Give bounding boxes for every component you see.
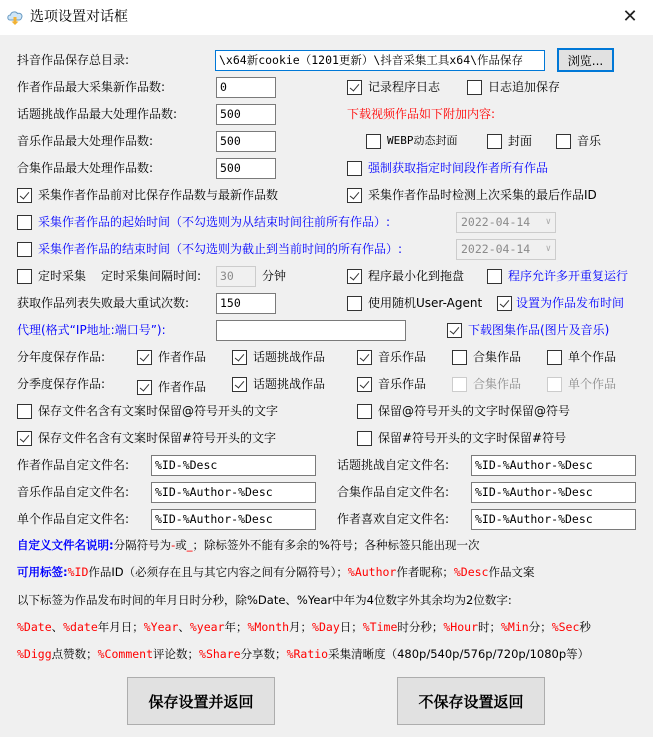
checkbox-label: 下载图集作品(图片及音乐) (468, 323, 610, 337)
help-line-time-tags (17, 619, 591, 635)
by-quarter-label: 分季度保存作品: (17, 377, 106, 391)
limit-label-music: 音乐作品最大处理作品数: (17, 134, 154, 148)
help-underscore: _ (186, 538, 193, 552)
checkbox-icon (452, 350, 467, 365)
minimize-tray-checkbox[interactable] (347, 268, 464, 284)
filename-label-music: 音乐作品自定文件名: (17, 485, 130, 499)
return-without-save-button[interactable] (397, 677, 545, 725)
button-label: 保存设置并返回 (148, 692, 254, 711)
date-value: 2022-04-14 (461, 215, 531, 229)
filename-input-single[interactable] (151, 509, 316, 530)
checkbox-icon (452, 377, 467, 392)
force-time-range-checkbox[interactable] (347, 160, 548, 176)
checkbox-icon (347, 188, 362, 203)
checkbox-icon (547, 377, 562, 392)
download-gallery-checkbox[interactable] (447, 322, 609, 338)
checkbox-label: 单个作品 (568, 377, 617, 391)
by-quarter-challenge-checkbox[interactable] (232, 376, 325, 392)
tag: %Month (247, 620, 290, 634)
checkbox-label: 采集作者作品时检测上次采集的最后作品ID (368, 188, 597, 202)
record-log-checkbox[interactable] (347, 79, 440, 95)
checkbox-label: 采集作者作品的结束时间（不勾选则为截止到当前时间的所有作品）: (38, 242, 403, 256)
by-quarter-single-checkbox (547, 376, 616, 392)
tag-desc: 年； (224, 620, 248, 634)
tag: %Digg (17, 647, 52, 661)
filename-value: %ID-%Author-%Desc (475, 485, 593, 499)
checkbox-label: 封面 (508, 134, 533, 148)
timer-interval-label: 定时采集间隔时间: (101, 269, 202, 283)
checkbox-icon (137, 350, 152, 365)
limit-value: 500 (220, 161, 241, 175)
checkbox-icon (487, 269, 502, 284)
tag-desc: 作品文案 (488, 565, 535, 579)
by-year-challenge-checkbox[interactable] (232, 349, 325, 365)
checkbox-label: 作者作品 (158, 350, 207, 364)
checkbox-label: 保存文件名含有文案时保留#符号开头的文字 (38, 431, 277, 445)
tag-desc: 秒 (579, 620, 591, 634)
check-last-id-checkbox[interactable] (347, 187, 597, 203)
help-line-time-intro: 以下标签为作品发布时间的年月日时分秒，除%Date、%Year中年为4位数字外其余均为2位数字: (17, 593, 512, 607)
checkbox-label: 话题挑战作品 (253, 377, 326, 391)
compare-count-checkbox[interactable] (17, 187, 278, 203)
by-year-label: 分年度保存作品: (17, 350, 106, 364)
checkbox-icon (347, 80, 362, 95)
keep-hash-symbol-checkbox[interactable] (357, 430, 566, 446)
tag: %Comment (97, 647, 154, 661)
checkbox-icon (556, 134, 571, 149)
save-dir-label: 抖音作品保存总目录: (17, 53, 130, 67)
by-year-mix-checkbox[interactable] (452, 349, 521, 365)
filename-input-author[interactable] (151, 455, 316, 476)
checkbox-label: 音乐作品 (378, 350, 427, 364)
help-dash: - (171, 538, 176, 552)
filename-value: %ID-%Author-%Desc (475, 512, 593, 526)
checkbox-icon (232, 377, 247, 392)
tag-desc: 分享数； (240, 647, 287, 661)
checkbox-label: 合集作品 (473, 377, 522, 391)
checkbox-icon (17, 269, 32, 284)
by-quarter-music-checkbox[interactable] (357, 376, 426, 392)
tag-desc: 时分秒； (397, 620, 444, 634)
filename-value: %ID-%Author-%Desc (155, 485, 273, 499)
tag: %Hour (443, 620, 478, 634)
filename-value: %ID-%Author-%Desc (155, 512, 273, 526)
tag: %Min (501, 620, 529, 634)
checkbox-icon (357, 404, 372, 419)
chevron-down-icon: ∨ (545, 217, 551, 227)
checkbox-icon (17, 431, 32, 446)
checkbox-label: 日志追加保存 (488, 80, 561, 94)
tag-desc: 作品ID（必须存在且与其它内容之间有分隔符号）； (88, 565, 348, 579)
checkbox-label: 话题挑战作品 (253, 350, 326, 364)
tag-desc: 采集清晰度（480p/540p/576p/720p/1080p等） (328, 647, 590, 661)
save-dir-value: \x64新cookie（1201更新）\抖音采集工具x64\作品保存 (219, 53, 524, 67)
limit-input-challenge[interactable] (216, 104, 276, 125)
filename-label-likes: 作者喜欢自定文件名: (337, 512, 450, 526)
tag-desc: 评论数； (153, 647, 200, 661)
filename-value: %ID-%Author-%Desc (475, 458, 593, 472)
timer-checkbox[interactable] (17, 268, 86, 284)
limit-input-author[interactable] (216, 77, 276, 98)
window-title: 选项设置对话框 (30, 9, 128, 25)
by-quarter-author-checkbox[interactable] (137, 379, 206, 395)
limit-input-music[interactable] (216, 131, 276, 152)
tag-desc: 、 (51, 620, 64, 634)
checkbox-label: 使用随机User-Agent (368, 296, 483, 310)
checkbox-icon (357, 377, 372, 392)
tag-desc: 日； (339, 620, 363, 634)
limit-value: 0 (220, 80, 227, 94)
date-value: 2022-04-14 (461, 242, 531, 256)
browse-button[interactable] (557, 48, 614, 72)
help-title: 自定义文件名说明: (17, 538, 114, 552)
tag: %year (189, 620, 225, 634)
tag: %Sec (551, 620, 580, 634)
checkbox-label: 程序最小化到拖盘 (368, 269, 465, 283)
proxy-input[interactable] (216, 320, 406, 341)
checkbox-label: 保留#符号开头的文字时保留#符号 (378, 431, 567, 445)
checkbox-label: 采集作者作品的起始时间（不勾选则为从结束时间往前所有作品）: (38, 215, 391, 229)
help-line-stat-tags (17, 646, 589, 662)
filename-label-author: 作者作品自定文件名: (17, 458, 130, 472)
keep-at-text-checkbox[interactable] (17, 403, 278, 419)
cover-checkbox[interactable] (487, 133, 532, 149)
end-time-checkbox[interactable] (17, 241, 402, 257)
checkbox-icon (17, 215, 32, 230)
checkbox-label: 单个作品 (568, 350, 617, 364)
tag: %Desc (453, 565, 489, 579)
save-and-return-button[interactable] (127, 677, 275, 725)
retry-value: 150 (220, 296, 241, 310)
checkbox-icon (17, 188, 32, 203)
cloud-download-icon (6, 8, 24, 26)
help-text: ；除标签外不能有多余的%符号；各种标签只能出现一次 (192, 538, 480, 552)
title-bar (0, 0, 653, 35)
filename-input-likes[interactable] (471, 509, 636, 530)
retry-label: 获取作品列表失败最大重试次数: (17, 296, 190, 310)
limit-label-mix: 合集作品最大处理作品数: (17, 161, 154, 175)
save-dir-input[interactable] (215, 50, 545, 71)
tag: %Time (362, 620, 398, 634)
filename-input-music[interactable] (151, 482, 316, 503)
checkbox-label: 保留@符号开头的文字时保留@符号 (378, 404, 571, 418)
by-year-author-checkbox[interactable] (137, 349, 206, 365)
limit-label-author: 作者作品最大采集新作品数: (17, 80, 166, 94)
by-quarter-mix-checkbox (452, 376, 521, 392)
proxy-label: 代理(格式“IP地址:端口号”): (17, 323, 166, 337)
keep-at-symbol-checkbox[interactable] (357, 403, 570, 419)
checkbox-icon (17, 404, 32, 419)
tag-desc: 分； (528, 620, 552, 634)
checkbox-icon (232, 350, 247, 365)
retry-input[interactable] (216, 293, 276, 314)
start-time-checkbox[interactable] (17, 214, 390, 230)
checkbox-icon (357, 350, 372, 365)
filename-label-mix: 合集作品自定文件名: (337, 485, 450, 499)
keep-hash-text-checkbox[interactable] (17, 430, 276, 446)
checkbox-label: 合集作品 (473, 350, 522, 364)
tag: %Ratio (286, 647, 329, 661)
checkbox-icon (366, 134, 381, 149)
checkbox-icon (497, 296, 512, 311)
multi-instance-checkbox[interactable] (487, 268, 628, 284)
interval-value: 30 (220, 269, 234, 283)
checkbox-label: 强制获取指定时间段作者所有作品 (368, 161, 549, 175)
help-line-separator (17, 537, 479, 553)
checkbox-label: 保存文件名含有文案时保留@符号开头的文字 (38, 404, 279, 418)
checkbox-label: 定时采集 (38, 269, 87, 283)
checkbox-icon (347, 296, 362, 311)
random-ua-checkbox[interactable] (347, 295, 482, 311)
filename-value: %ID-%Desc (155, 458, 218, 472)
webp-cover-checkbox[interactable] (366, 133, 458, 149)
checkbox-icon (347, 269, 362, 284)
checkbox-label: 音乐 (577, 134, 602, 148)
tag: %Share (199, 647, 241, 661)
filename-label-single: 单个作品自定文件名: (17, 512, 130, 526)
checkbox-label: 音乐作品 (378, 377, 427, 391)
help-title: 可用标签: (17, 565, 68, 579)
extra-download-heading: 下载视频作品如下附加内容: (347, 107, 496, 121)
tag: %date (63, 620, 98, 634)
limit-input-mix[interactable] (216, 158, 276, 179)
help-text: 或 (175, 538, 187, 552)
tag: %Date (17, 620, 52, 634)
checkbox-label: WEBP动态封面 (387, 134, 458, 147)
close-button[interactable] (607, 0, 653, 33)
tag-desc: 、 (178, 620, 190, 634)
checkbox-icon (137, 380, 152, 395)
tag-desc: 时； (478, 620, 501, 634)
music-checkbox[interactable] (556, 133, 601, 149)
button-label: 不保存设置返回 (418, 692, 524, 711)
checkbox-icon (467, 80, 482, 95)
start-date-picker[interactable] (456, 212, 556, 233)
set-publish-time-checkbox[interactable] (497, 295, 624, 311)
close-icon: ✕ (622, 6, 638, 27)
by-year-single-checkbox[interactable] (547, 349, 616, 365)
timer-unit-label: 分钟 (262, 269, 287, 283)
checkbox-label: 设置为作品发布时间 (516, 296, 625, 310)
checkbox-icon (447, 323, 462, 338)
checkbox-icon (17, 242, 32, 257)
checkbox-icon (347, 161, 362, 176)
timer-interval-input[interactable] (216, 266, 256, 287)
filename-input-mix[interactable] (471, 482, 636, 503)
tag: %ID (67, 565, 89, 579)
limit-value: 500 (220, 134, 241, 148)
checkbox-label: 采集作者作品前对比保存作品数与最新作品数 (38, 188, 279, 202)
end-date-picker[interactable] (456, 239, 556, 260)
by-year-music-checkbox[interactable] (357, 349, 426, 365)
checkbox-label: 记录程序日志 (368, 80, 441, 94)
limit-value: 500 (220, 107, 241, 121)
checkbox-icon (547, 350, 562, 365)
filename-input-challenge[interactable] (471, 455, 636, 476)
tag-desc: 点赞数； (51, 647, 98, 661)
checkbox-label: 程序允许多开重复运行 (508, 269, 629, 283)
checkbox-icon (487, 134, 502, 149)
checkbox-label: 作者作品 (158, 380, 207, 394)
append-log-checkbox[interactable] (467, 79, 560, 95)
tag: %Year (143, 620, 179, 634)
tag: %Author (347, 565, 397, 579)
checkbox-icon (357, 431, 372, 446)
filename-label-challenge: 话题挑战自定文件名: (337, 458, 450, 472)
limit-label-challenge: 话题挑战作品最大处理作品数: (17, 107, 178, 121)
tag: %Day (312, 620, 340, 634)
tag-desc: 作者昵称； (396, 565, 454, 579)
chevron-down-icon: ∨ (545, 244, 551, 254)
tag-desc: 月； (289, 620, 313, 634)
help-line-tags (17, 564, 534, 580)
browse-label: 浏览... (567, 53, 604, 68)
help-text: 分隔符号为 (113, 538, 172, 552)
tag-desc: 年月日； (97, 620, 144, 634)
